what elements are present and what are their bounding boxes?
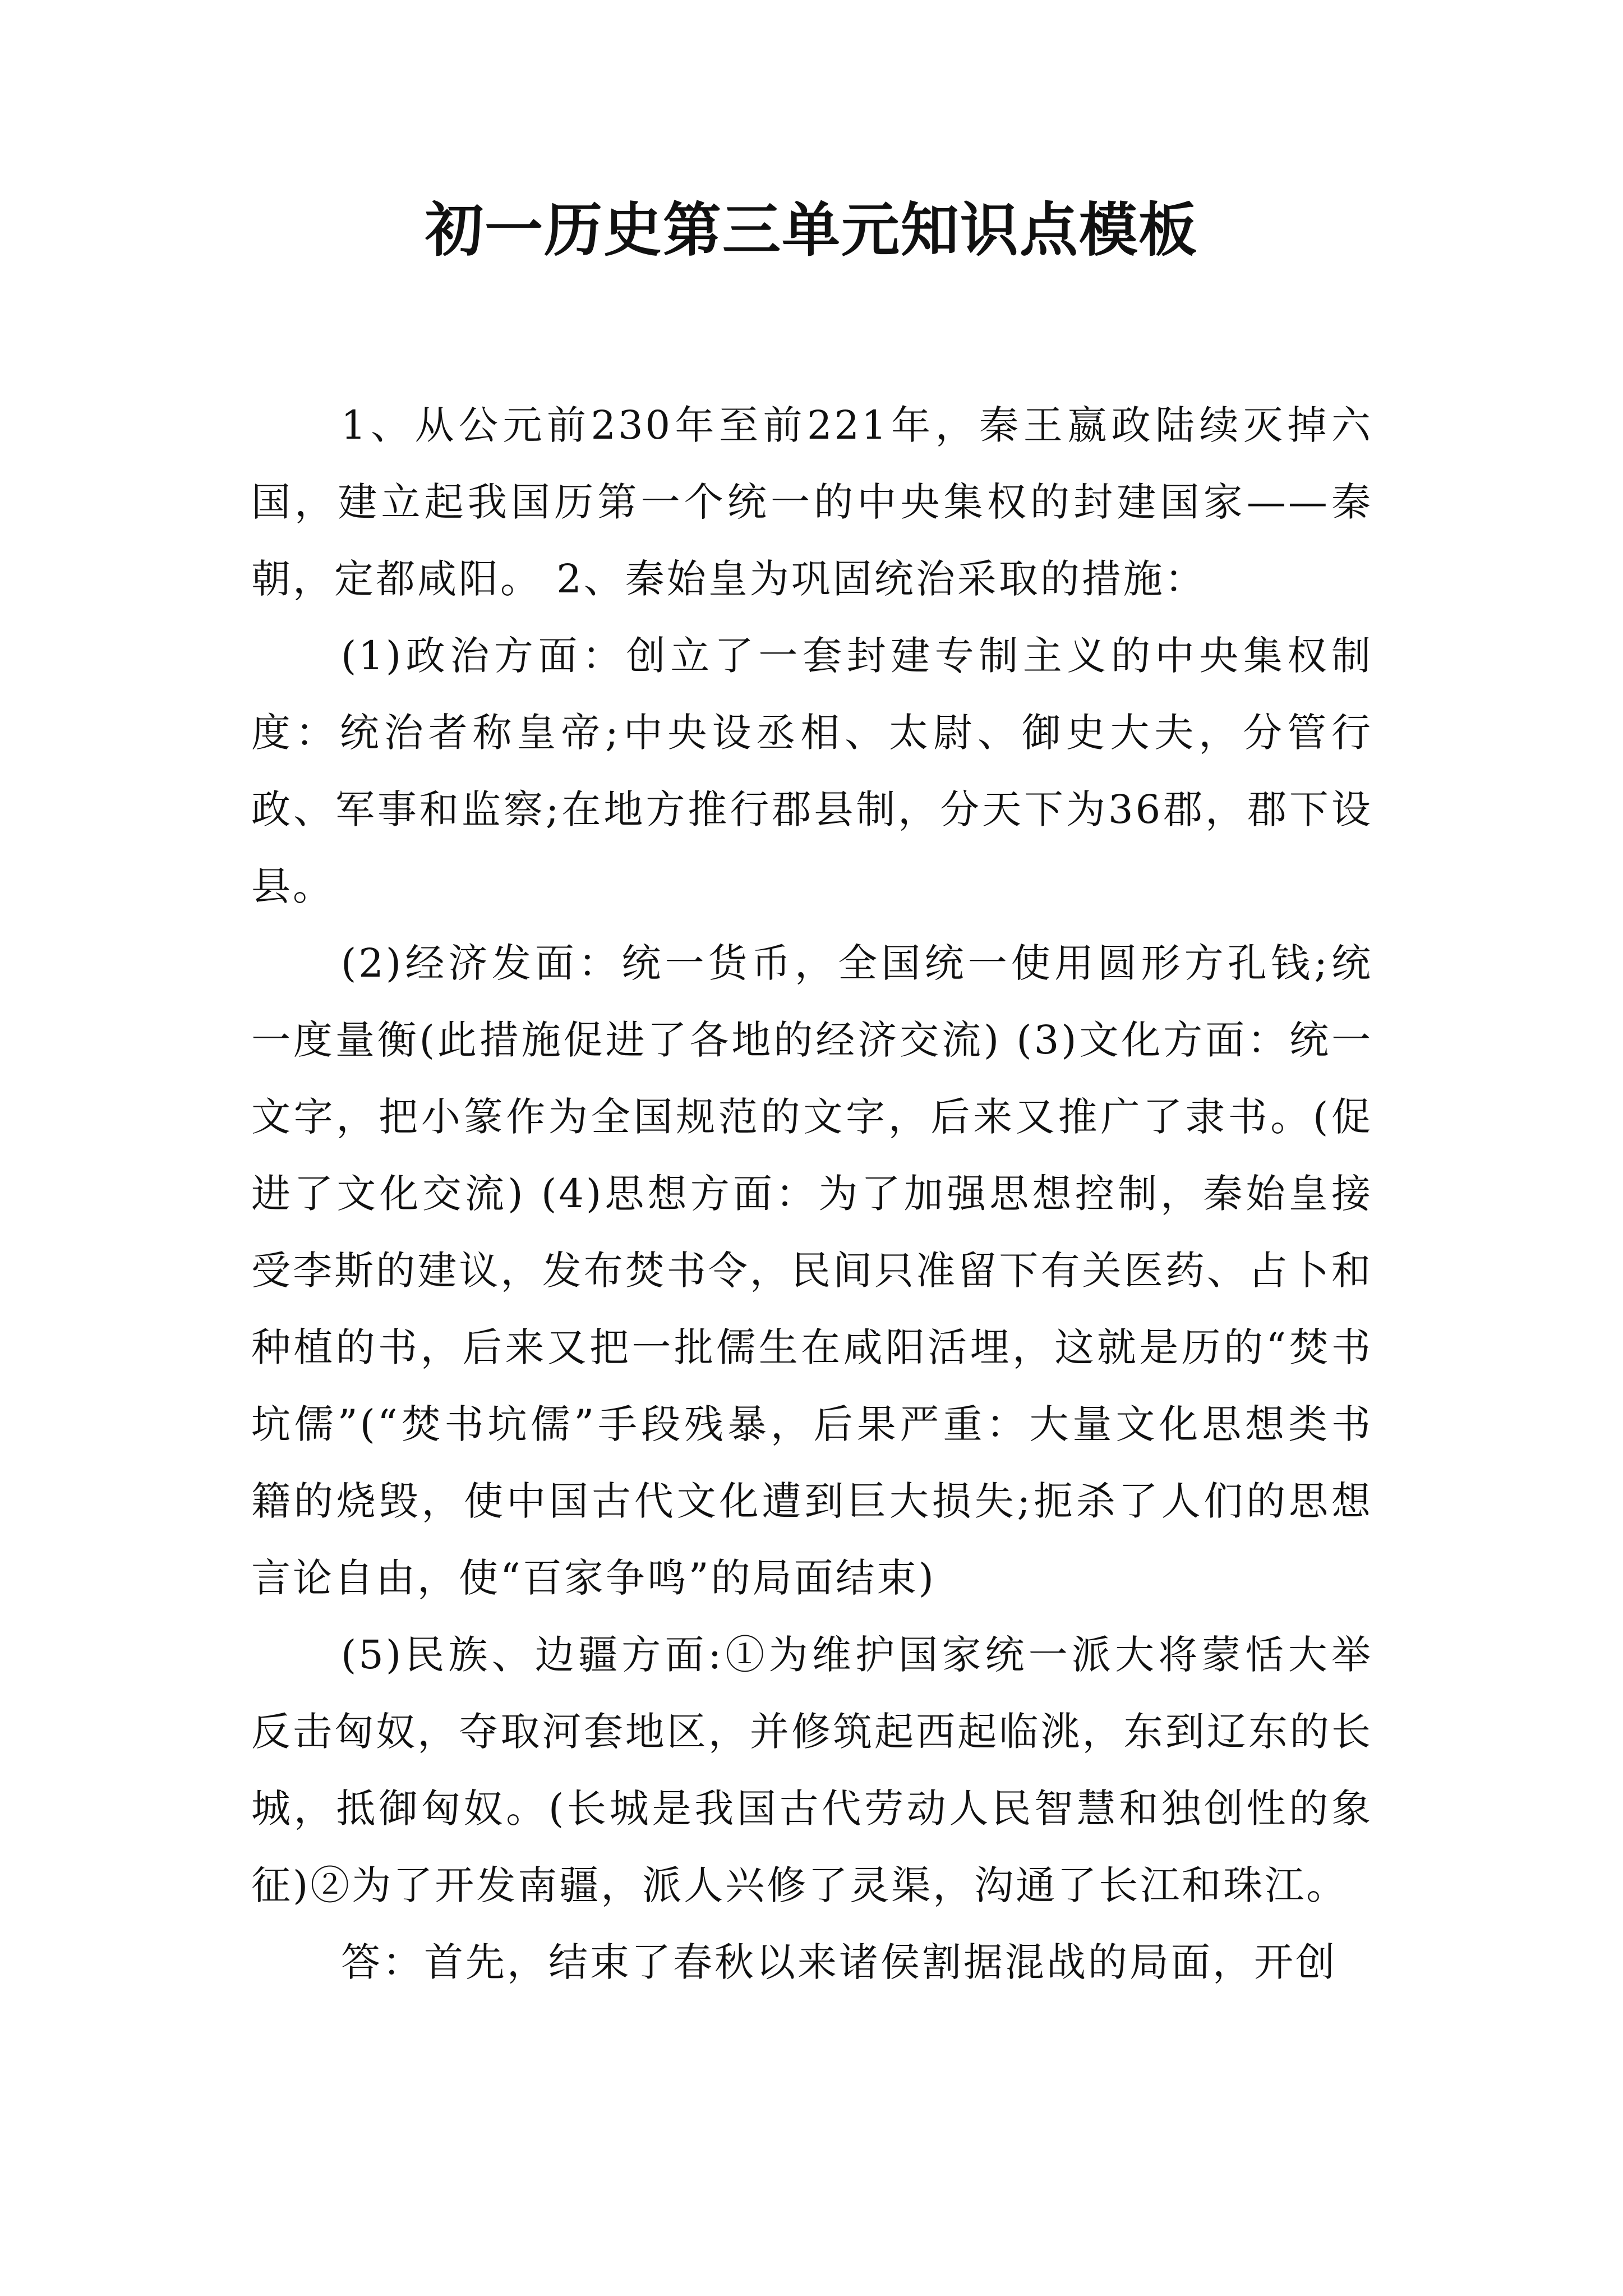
document-title: 初一历史第三单元知识点模板: [425, 195, 1198, 264]
paragraph-4: (5)民族、边疆方面:①为维护国家统一派大将蒙恬大举反击匈奴，夺取河套地区，并修筑起西起临洮，东到辽东的长城，抵御匈奴。(长城是我国古代劳动人民智慧和独创性的象征)②为了开发南疆，派人兴修了灵渠，沟通了长江和珠江。: [251, 1632, 1373, 1908]
paragraph-2: (1)政治方面：创立了一套封建专制主义的中央集权制度：统治者称皇帝;中央设丞相、太尉、御史大夫，分管行政、军事和监察;在地方推行郡县制，分天下为36郡，郡下设县。: [251, 633, 1373, 909]
document-body: [251, 387, 1373, 2001]
paragraph-3: (2)经济发面：统一货币，全国统一使用圆形方孔钱;统一度量衡(此措施促进了各地的经济交流) (3)文化方面：统一文字，把小篆作为全国规范的文字，后来又推广了隶书。(促进了文化交流) (4)思想方面：为了加强思想控制，秦始皇接受李斯的建议，发布焚书令，民间只准留下有关医药、占卜和种植的书，后来又把一批儒生在咸阳活埋，这就是历的“焚书坑儒”(“焚书坑儒”手段残暴，后果严重：大量文化思想类书籍的烧毁，使中国古代文化遭到巨大损失;扼杀了人们的思想言论自由，使“百家争鸣”的局面结束): [251, 940, 1373, 1601]
paragraph-1: 1、从公元前230年至前221年，秦王嬴政陆续灭掉六国，建立起我国历第一个统一的中央集权的封建国家——秦朝，定都咸阳。 2、秦始皇为巩固统治采取的措施：: [251, 402, 1373, 602]
paragraph-5: 答：首先，结束了春秋以来诸侯割据混战的局面，开创: [341, 1939, 1337, 1985]
